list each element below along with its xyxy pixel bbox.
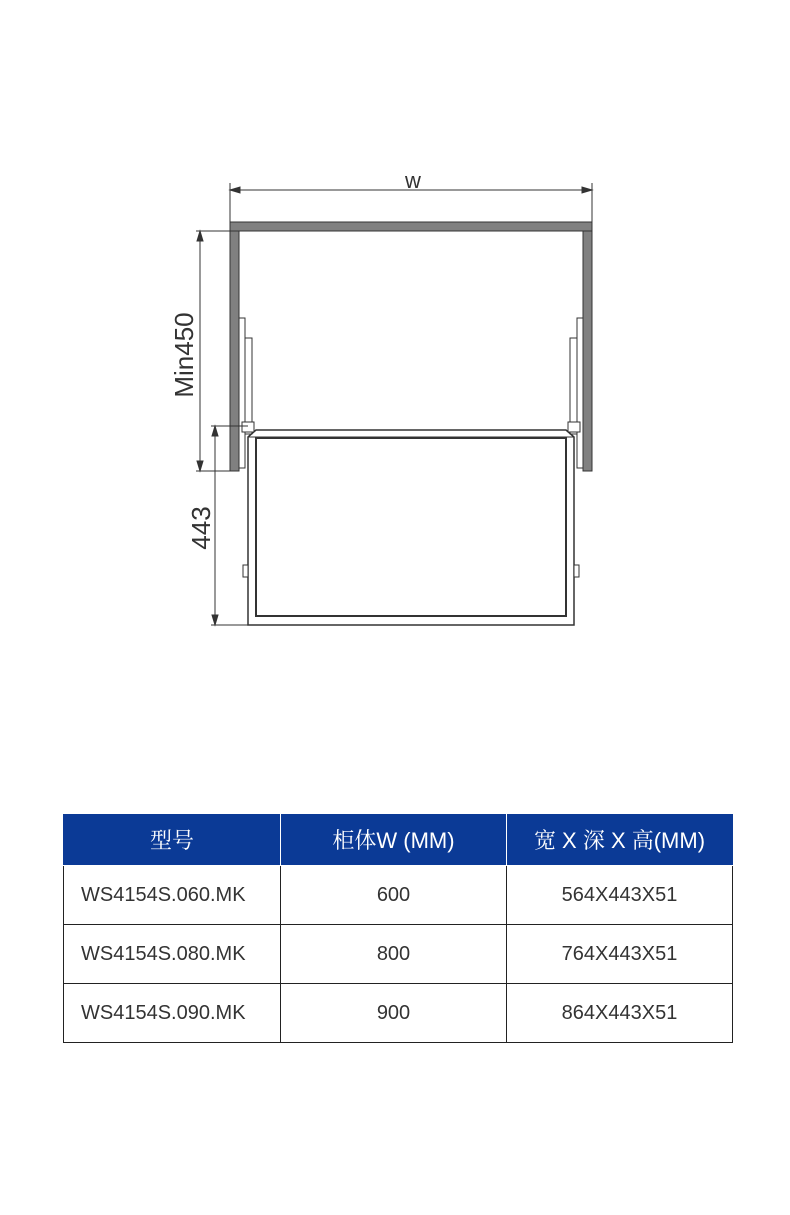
header-model: 型号	[64, 814, 281, 866]
cabinet-right-panel	[583, 231, 592, 471]
cabinet-width-cell: 800	[281, 925, 507, 984]
cabinet-height-label: Min450	[169, 312, 199, 398]
width-label: w	[405, 168, 421, 193]
dimensions-cell: 864X443X51	[507, 984, 733, 1043]
cabinet-width-cell: 900	[281, 984, 507, 1043]
table-row	[64, 984, 733, 1043]
header-dimensions: 宽 X 深 X 高(MM)	[507, 814, 733, 866]
dimensions-cell: 564X443X51	[507, 866, 733, 925]
dimensions-cell: 764X443X51	[507, 925, 733, 984]
left-lift-mechanism	[239, 318, 254, 468]
cabinet-width-cell: 600	[281, 866, 507, 925]
table-header-row	[64, 814, 733, 866]
table-row	[64, 925, 733, 984]
table-row	[64, 866, 733, 925]
pull-down-basket	[243, 430, 579, 625]
right-lift-mechanism	[568, 318, 583, 468]
cabinet-top-panel	[230, 222, 592, 231]
model-cell: WS4154S.090.MK	[64, 984, 281, 1043]
model-cell: WS4154S.080.MK	[64, 925, 281, 984]
basket-height-label: 443	[186, 506, 216, 550]
spec-table	[63, 814, 733, 1043]
cabinet-left-panel	[230, 231, 239, 471]
header-cabinet-width: 柜体W (MM)	[281, 814, 507, 866]
model-cell: WS4154S.060.MK	[64, 866, 281, 925]
